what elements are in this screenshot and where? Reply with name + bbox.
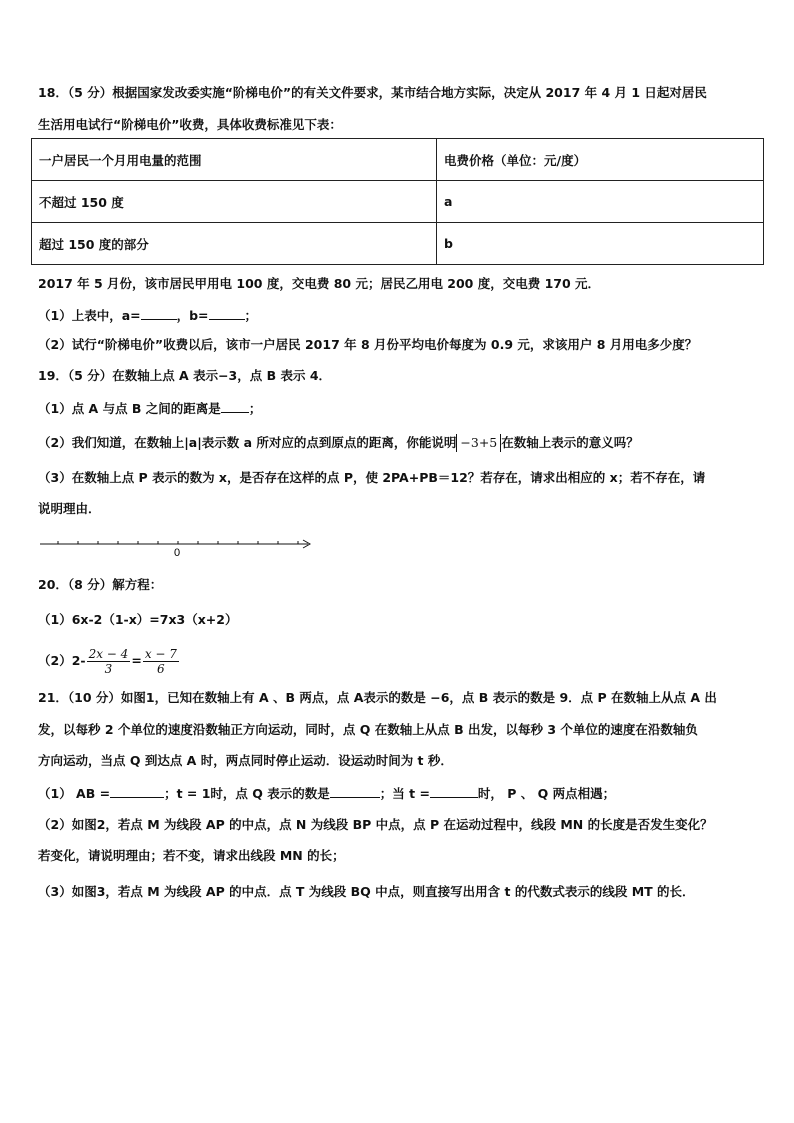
table-header-price: 电费价格（单位：元/度） [437, 139, 764, 181]
q20-intro: 20．（8 分）解方程： [38, 577, 163, 592]
table-header-row [32, 139, 764, 181]
table-cell: 不超过 150 度 [32, 181, 437, 223]
q19-part2 [38, 434, 639, 452]
absolute-value-expression: −3+5 [456, 434, 501, 452]
fraction-left-denominator: 3 [104, 662, 113, 676]
number-line-zero-label: 0 [174, 547, 181, 558]
equals-sign: = [131, 653, 142, 668]
q18-intro-line2: 生活用电试行“阶梯电价”收费，具体收费标准见下表： [38, 117, 342, 132]
q19-part1-text-b: ； [248, 401, 262, 416]
table-cell: b [437, 223, 764, 265]
q21-part2-line2: 若变化，请说明理由；若不变，请求出线段 MN 的长； [38, 848, 345, 863]
answer-blank-a[interactable] [141, 306, 177, 320]
table-cell: 超过 150 度的部分 [32, 223, 437, 265]
q20-part1: （1）6x-2（1-x）=7x3（x+2） [38, 612, 238, 627]
number-line [38, 536, 318, 558]
q21-intro-line1: 21．（10 分）如图1，已知在数轴上有 A 、B 两点，点 A表示的数是 −6，点 B 表示的数是 9．点 P 在数轴上从点 A 出 [38, 690, 717, 705]
q21-part1-text-d: 时， P 、 Q 两点相遇； [477, 786, 616, 801]
q18-info: 2017 年 5 月份，该市居民甲用电 100 度，交电费 80 元；居民乙用电 200 度，交电费 170 元． [38, 276, 601, 291]
table-header-range: 一户居民一个月用电量的范围 [32, 139, 437, 181]
answer-blank-q-value[interactable] [330, 784, 380, 798]
q21-part1-text-c: ；当 t = [379, 786, 430, 801]
q18-intro-line1: 18．（5 分）根据国家发改委实施“阶梯电价”的有关文件要求，某市结合地方实际，决定从 2017 年 4 月 1 日起对居民 [38, 85, 707, 100]
q21-part1 [38, 784, 615, 802]
answer-blank-ab[interactable] [110, 784, 164, 798]
fraction-right-numerator: x − 7 [144, 647, 177, 661]
q21-intro-line3: 方向运动，当点 Q 到达点 A 时，两点同时停止运动．设运动时间为 t 秒． [38, 753, 453, 768]
q18-part1-text-c: ； [244, 308, 258, 323]
q19-part2-text-a: （2）我们知道，在数轴上|a|表示数 a 所对应的点到原点的距离，你能说明 [38, 435, 457, 450]
q19-part3-line2: 说明理由． [38, 501, 101, 516]
fraction-left-numerator: 2x − 4 [88, 647, 129, 661]
q19-part2-text-b: 在数轴上表示的意义吗？ [501, 435, 639, 450]
answer-blank-meet-time[interactable] [430, 784, 478, 798]
q20-part2-prefix: （2）2- [38, 653, 86, 668]
table-cell: a [437, 181, 764, 223]
q21-part3: （3）如图3，若点 M 为线段 AP 的中点．点 T 为线段 BQ 中点，则直接写出用含 t 的代数式表示的线段 MT 的长． [38, 884, 695, 899]
q21-part1-text-b: ；t = 1时，点 Q 表示的数是 [164, 786, 330, 801]
fraction-right [143, 647, 179, 676]
q18-part1-text-a: （1）上表中，a= [38, 308, 141, 323]
q21-intro-line2: 发，以每秒 2 个单位的速度沿数轴正方向运动，同时，点 Q 在数轴上从点 B 出发，以每秒 3 个单位的速度在沿数轴负 [38, 722, 698, 737]
fraction-left [87, 647, 131, 676]
table-row [32, 181, 764, 223]
answer-blank-b[interactable] [209, 306, 245, 320]
q18-part2: （2）试行“阶梯电价”收费以后，该市一户居民 2017 年 8 月份平均电价每度为 0.9 元，求该用户 8 月用电多少度？ [38, 337, 698, 352]
q21-part1-text-a: （1） AB = [38, 786, 111, 801]
q18-part1-text-b: ，b= [176, 308, 209, 323]
q19-part3-line1: （3）在数轴上点 P 表示的数为 x，是否存在这样的点 P，使 2PA+PB＝12？若存在，请求出相应的 x；若不存在，请 [38, 470, 706, 485]
q21-part2-line1: （2）如图2，若点 M 为线段 AP 的中点，点 N 为线段 BP 中点，点 P 在运动过程中，线段 MN 的长度是否发生变化？ [38, 817, 713, 832]
q19-intro: 19．（5 分）在数轴上点 A 表示−3，点 B 表示 4． [38, 368, 332, 383]
electricity-fee-table [31, 138, 764, 265]
fraction-right-denominator: 6 [157, 662, 165, 676]
q18-part1 [38, 306, 257, 324]
q20-part2 [38, 645, 180, 677]
q19-part1-text-a: （1）点 A 与点 B 之间的距离是 [38, 401, 221, 416]
q19-part1 [38, 399, 261, 417]
table-row [32, 223, 764, 265]
answer-blank-distance[interactable] [221, 399, 249, 413]
